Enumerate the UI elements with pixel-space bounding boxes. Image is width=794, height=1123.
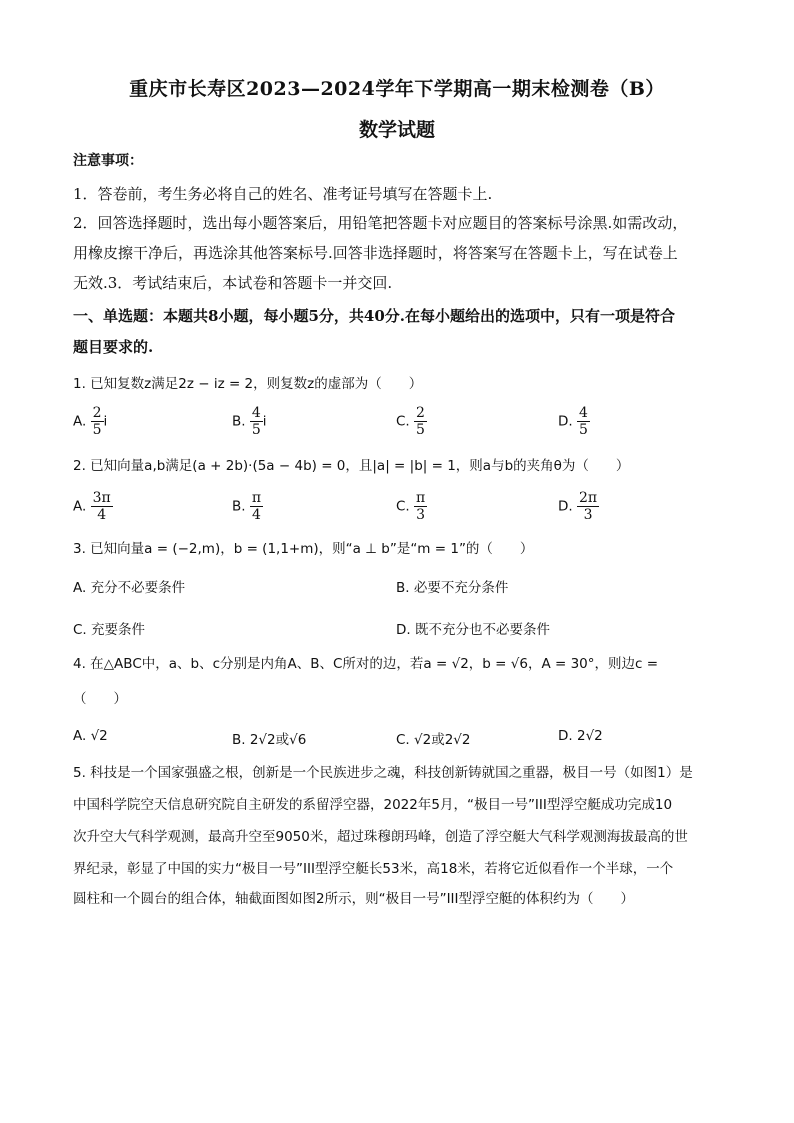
option-label: A.: [73, 413, 87, 430]
fraction: [577, 405, 590, 438]
option-label: D.: [558, 498, 573, 515]
option-label: C.: [396, 413, 410, 430]
fraction: [414, 405, 427, 438]
numerator: 4: [251, 405, 261, 421]
q2-option-c: [396, 490, 427, 523]
fraction: [250, 490, 263, 523]
q5-line-5: 圆柱和一个圆台的组合体，轴截面图如图2所示，则“极目一号”III型浮空艇的体积约为（ ）: [73, 891, 635, 907]
q2-option-a: [73, 490, 113, 523]
q3-option-c: C. 充要条件: [73, 622, 146, 638]
denominator: 5: [92, 422, 102, 438]
q1-option-d: [558, 405, 590, 438]
q2-option-d: [558, 490, 599, 523]
notes-item-2-line-1: 2．回答选择题时，选出每小题答案后，用铅笔把答题卡对应题目的答案标号涂黑.如需改动，: [73, 214, 688, 232]
option-label: A.: [73, 498, 87, 515]
numerator: 3π: [92, 490, 111, 506]
fraction: [91, 490, 113, 523]
denominator: 5: [578, 422, 588, 438]
q1-option-b: [232, 405, 267, 438]
numerator: π: [251, 490, 262, 506]
denominator: 4: [97, 507, 107, 523]
q5-line-2: 中国科学院空天信息研究院自主研发的系留浮空器，2022年5月，“极目一号”III型浮空艇成功完成10: [73, 797, 673, 813]
q4-stem-2: （ ）: [73, 691, 127, 707]
fraction: [577, 490, 599, 523]
numerator: π: [416, 490, 426, 506]
q3-stem: 3. 已知向量a = (−2,m)，b = (1,1+m)，则“a ⊥ b”是“m = 1”的（ ）: [73, 541, 534, 557]
section-1-line-2: 题目要求的.: [73, 338, 154, 356]
notes-item-1: 1．答卷前，考生务必将自己的姓名、准考证号填写在答题卡上.: [73, 185, 493, 203]
q5-line-1: 5. 科技是一个国家强盛之根，创新是一个民族进步之魂，科技创新铸就国之重器，极目一号（如图1）是: [73, 765, 693, 781]
q1-option-a: [73, 405, 107, 438]
section-1-line-1: 一、单选题：本题共8小题，每小题5分，共40分.在每小题给出的选项中，只有一项是符合: [73, 307, 675, 325]
suffix: i: [103, 413, 108, 430]
q3-option-a: A. 充分不必要条件: [73, 580, 186, 596]
q1-stem: 1. 已知复数z满足2z − iz = 2，则复数z的虚部为（ ）: [73, 376, 423, 392]
exam-title: 重庆市长寿区2023—2024学年下学期高一期末检测卷（B）: [129, 78, 665, 100]
q3-option-d: D. 既不充分也不必要条件: [396, 622, 550, 638]
denominator: 5: [251, 422, 261, 438]
notes-heading: 注意事项：: [73, 153, 143, 169]
numerator: 4: [578, 405, 588, 421]
suffix: i: [262, 413, 267, 430]
denominator: 3: [583, 507, 593, 523]
option-label: C.: [396, 498, 410, 515]
option-label: B.: [232, 498, 246, 515]
option-label: D.: [558, 413, 573, 430]
fraction: [250, 405, 263, 438]
q2-option-b: [232, 490, 263, 523]
notes-item-2-line-2: 用橡皮擦干净后，再选涂其他答案标号.回答非选择题时，将答案写在答题卡上，写在试卷上: [73, 244, 678, 262]
fraction: [414, 490, 427, 523]
q4-option-d: D. 2√2: [558, 728, 603, 744]
q2-stem: 2. 已知向量a,b满足(a + 2b)·(5a − 4b) = 0，且|a| = |b| = 1，则a与b的夹角θ为（ ）: [73, 458, 630, 474]
denominator: 5: [416, 422, 425, 438]
fraction: [91, 405, 104, 438]
q3-option-b: B. 必要不充分条件: [396, 580, 509, 596]
q1-option-c: [396, 405, 427, 438]
q5-line-4: 界纪录，彰显了中国的实力“极目一号”III型浮空艇长53米，高18米，若将它近似看作一个半球，一个: [73, 861, 674, 877]
numerator: 2: [416, 405, 425, 421]
q4-stem: 4. 在△ABC中，a、b、c分别是内角A、B、C所对的边，若a = √2，b = √6，A = 30°，则边c =: [73, 656, 659, 672]
numerator: 2π: [578, 490, 598, 506]
denominator: 4: [252, 507, 261, 523]
q4-option-b: B. 2√2或√6: [232, 732, 307, 748]
q4-option-c: C. √2或2√2: [396, 732, 471, 748]
exam-subtitle: 数学试题: [358, 119, 435, 141]
denominator: 3: [416, 507, 426, 523]
numerator: 2: [92, 405, 102, 421]
q5-line-3: 次升空大气科学观测，最高升空至9050米，超过珠穆朗玛峰，创造了浮空艇大气科学观测海拔最高的世: [73, 829, 688, 845]
q4-option-a: A. √2: [73, 728, 108, 744]
option-label: B.: [232, 413, 246, 430]
notes-item-2-line-3: 无效.3．考试结束后，本试卷和答题卡一并交回.: [73, 274, 393, 292]
